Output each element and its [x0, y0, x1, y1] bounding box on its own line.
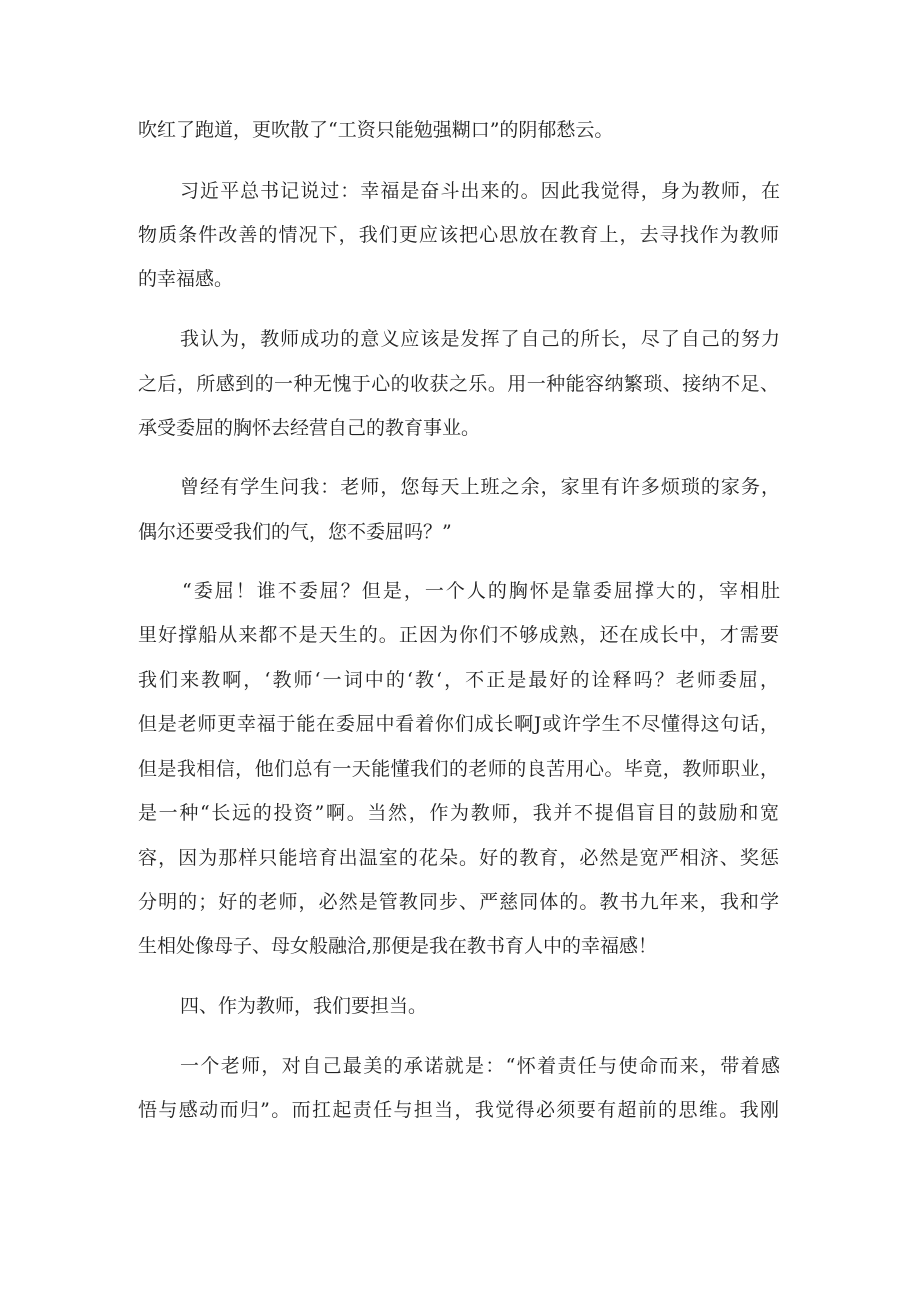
line-text: 分明的；好的老师，必然是管教同步、严慈同体的。教书九年来，我和学 — [138, 891, 779, 913]
line-text: 我们来教啊，‘教师‘一词中的‘教‘，不正是最好的诠释吗？老师委屈， — [138, 669, 779, 691]
text-line — [0, 324, 920, 354]
line-text: 偶尔还要受我们的气，您不委屈吗？” — [138, 521, 452, 543]
line-text: 容，因为那样只能培育出温室的花朵。好的教育，必然是宽严相济、奖惩 — [138, 847, 779, 869]
heading-text: 四、作为教师，我们要担当。 — [180, 995, 428, 1017]
line-text: 悟与感动而归”。而扛起责任与担当，我觉得必须要有超前的思维。我刚 — [138, 1099, 779, 1121]
line-text: 曾经有学生问我：老师，您每天上班之余，家里有许多烦琐的家务， — [180, 476, 780, 498]
text-line — [0, 798, 920, 828]
line-text: 习近平总书记说过：幸福是奋斗出来的。因此我觉得，身为教师，在 — [180, 180, 780, 202]
line-text: 的幸福感。 — [138, 268, 234, 290]
line-text: 物质条件改善的情况下，我们更应该把心思放在教育上，去寻找作为教师 — [138, 224, 779, 246]
line-text: 吹红了跑道，更吹散了“工资只能勉强糊口”的阴郁愁云。 — [138, 119, 614, 141]
text-line — [0, 176, 920, 206]
text-line — [0, 754, 920, 784]
line-text: 生相处像母子、母女般融洽,那便是我在教书育人中的幸福感！ — [138, 935, 658, 957]
line-text: 我认为，教师成功的意义应该是发挥了自己的所长，尽了自己的努力 — [180, 328, 780, 350]
line-text: 承受委屈的胸怀去经营自己的教育事业。 — [138, 417, 481, 439]
line-text: 里好撑船从来都不是天生的。正因为你们不够成熟，还在成长中，才需要 — [138, 624, 779, 646]
text-line — [0, 576, 920, 606]
line-text: 是一种“长远的投资”啊。当然，作为教师，我并不提倡盲目的鼓励和宽 — [138, 802, 779, 824]
line-text: 但是我相信，他们总有一天能懂我们的老师的良苦用心。毕竟，教师职业， — [138, 758, 779, 780]
text-line — [0, 517, 920, 547]
text-line — [0, 264, 920, 294]
line-text: 但是老师更幸福于能在委屈中看着你们成长啊J或许学生不尽懂得这句话， — [138, 713, 779, 735]
line-text: 之后，所感到的一种无愧于心的收获之乐。用一种能容纳繁琐、接纳不足、 — [138, 373, 779, 395]
text-line — [0, 472, 920, 502]
line-text: “委屈！谁不委屈？但是，一个人的胸怀是靠委屈撑大的，宰相肚 — [182, 580, 780, 602]
text-line — [0, 369, 920, 399]
text-line — [0, 413, 920, 443]
text-line — [0, 931, 920, 961]
text-line — [0, 709, 920, 739]
text-line — [0, 887, 920, 917]
text-line — [0, 1051, 920, 1081]
text-line — [0, 1095, 920, 1125]
text-line — [0, 843, 920, 873]
text-line — [0, 220, 920, 250]
text-line — [0, 665, 920, 695]
section-heading — [0, 991, 920, 1021]
line-text: 一个老师，对自己最美的承诺就是：“怀着责任与使命而来，带着感 — [180, 1055, 780, 1077]
text-line — [0, 620, 920, 650]
text-line — [0, 115, 920, 145]
